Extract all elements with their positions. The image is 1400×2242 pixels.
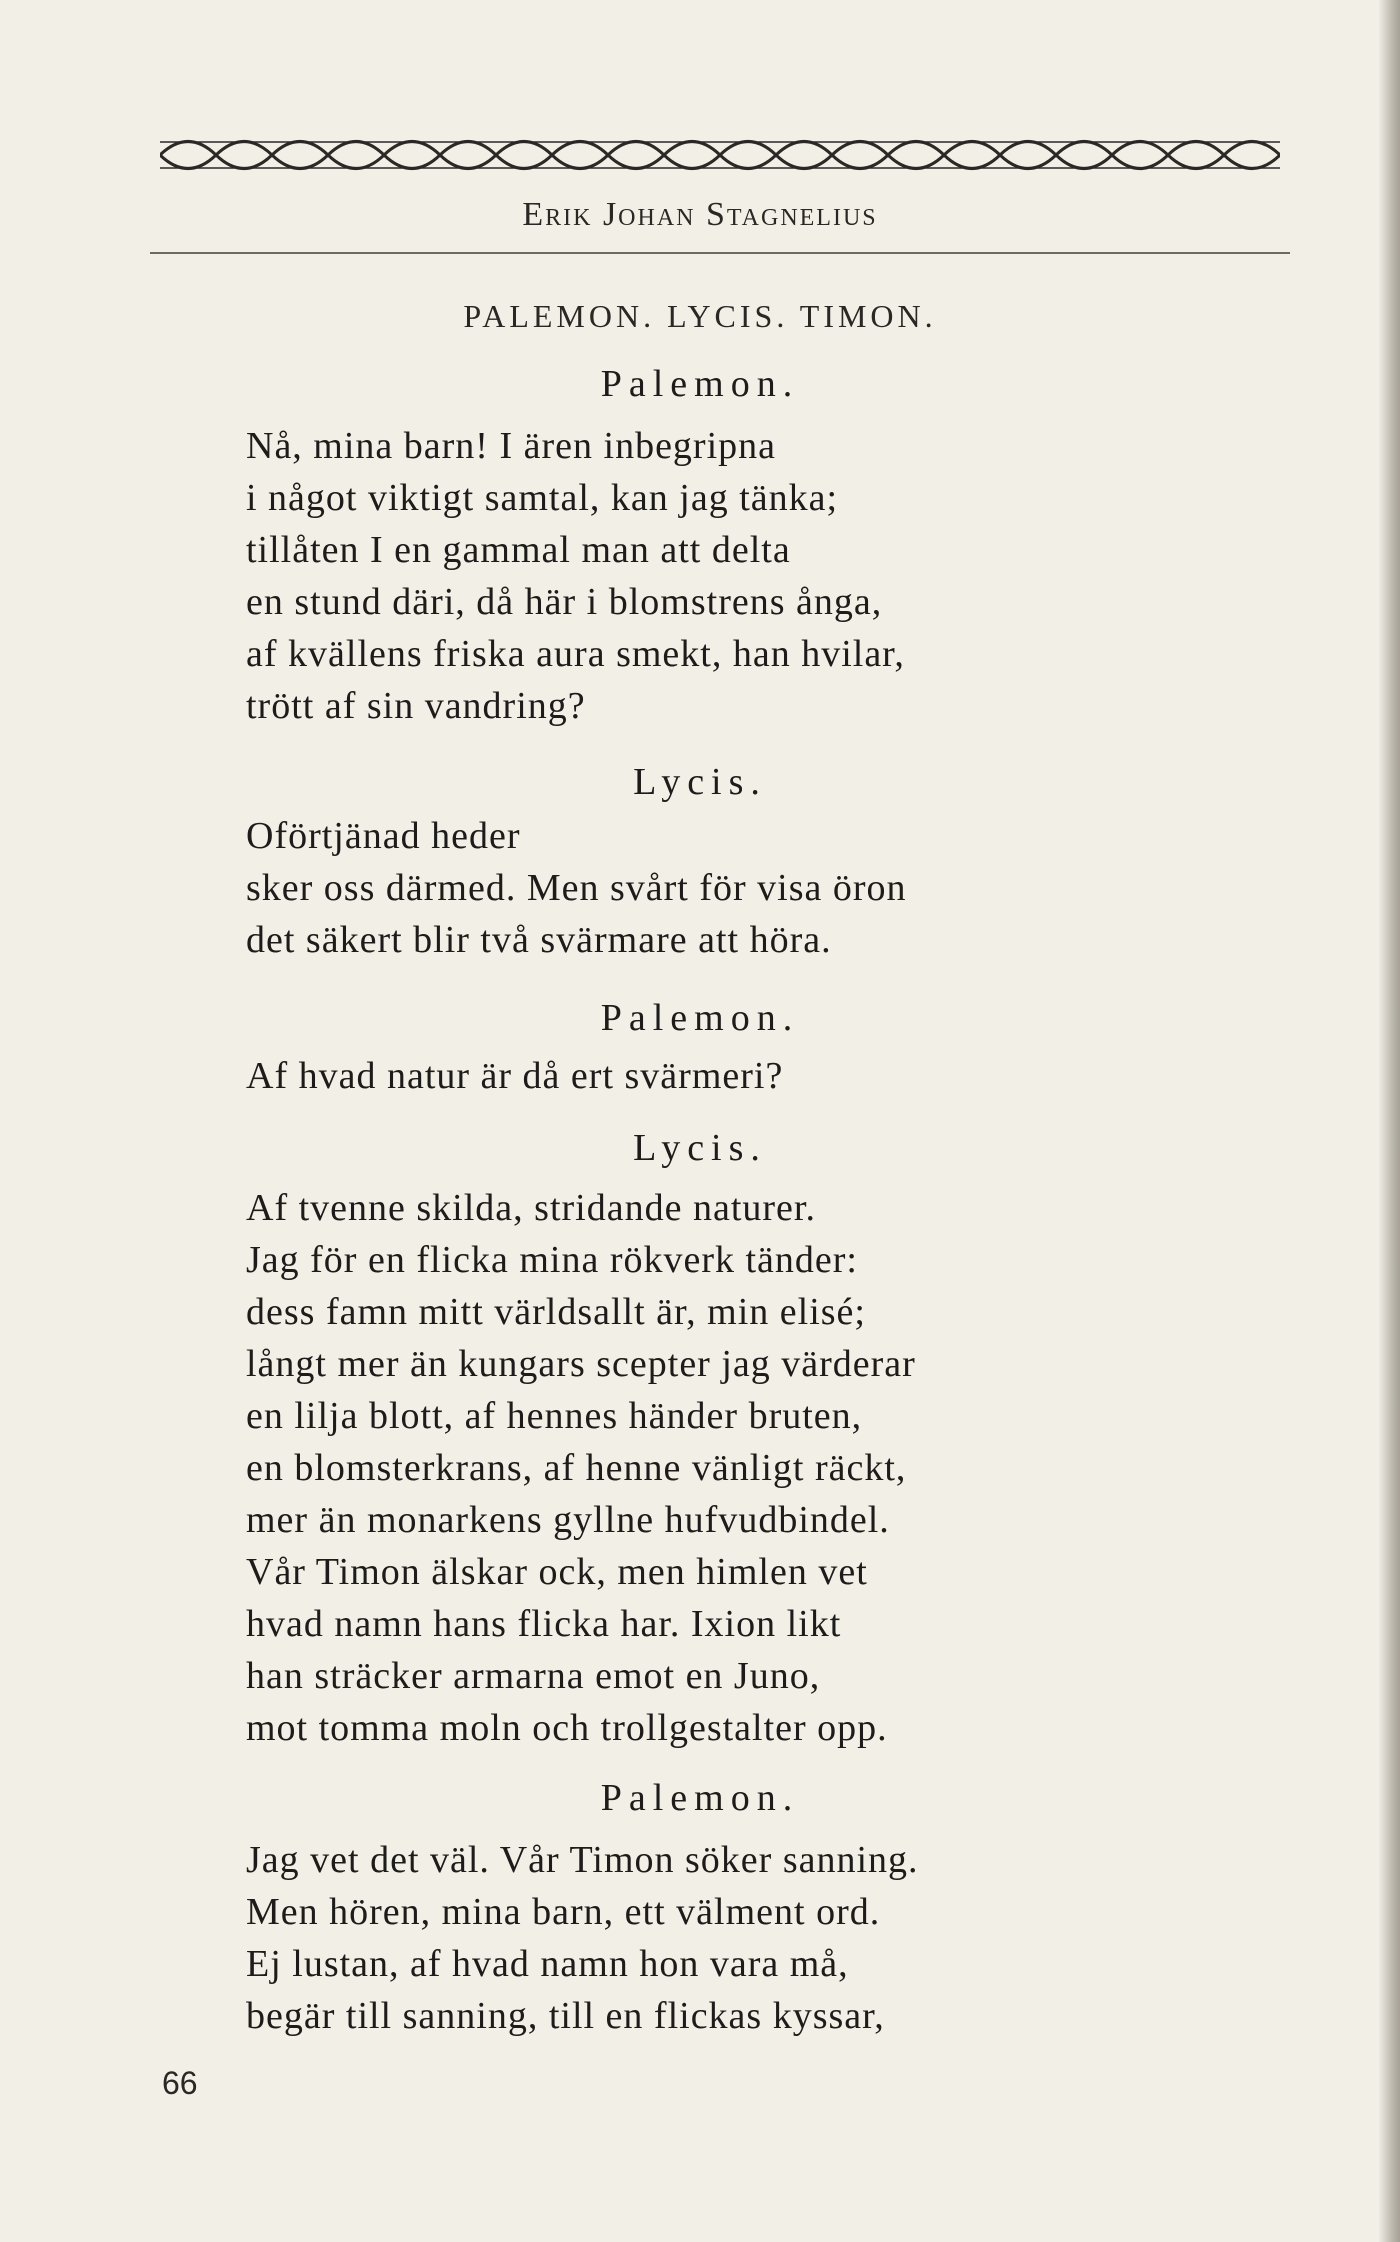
verse-line: en blomsterkrans, af henne vänligt räckt, xyxy=(246,1447,907,1489)
ornamental-braid-border xyxy=(160,120,1280,190)
verse-line: af kvällens friska aura smekt, han hvilar, xyxy=(246,633,905,675)
verse-line: det säkert blir två svärmare att höra. xyxy=(246,919,832,961)
page-number: 66 xyxy=(162,2065,198,2101)
verse-line: Vår Timon älskar ock, men himlen vet xyxy=(246,1551,868,1593)
verse-line: begär till sanning, till en flickas kyssar, xyxy=(246,1995,885,2037)
verse-line: Nå, mina barn! I ären inbegripna xyxy=(246,425,777,467)
verse-line: Jag för en flicka mina rökverk tänder: xyxy=(246,1239,858,1281)
verse-line: långt mer än kungars scepter jag värderar xyxy=(246,1343,916,1385)
speaker-heading: Lycis. xyxy=(633,761,767,803)
page-edge-shadow xyxy=(1378,0,1400,2242)
speaker-heading: Palemon. xyxy=(600,363,800,405)
verse-line: mot tomma moln och trollgestalter opp. xyxy=(246,1707,888,1749)
verse-line: en stund däri, då här i blomstrens ånga, xyxy=(246,581,883,623)
speaker-heading: Palemon. xyxy=(600,1777,800,1819)
verse-line: han sträcker armarna emot en Juno, xyxy=(246,1655,821,1697)
header-rule xyxy=(150,252,1290,254)
running-head-author: Erik Johan Stagnelius xyxy=(522,196,878,233)
speaker-heading: Lycis. xyxy=(633,1127,767,1169)
verse-line: Ej lustan, af hvad namn hon vara må, xyxy=(246,1943,849,1985)
verse-line: i något viktigt samtal, kan jag tänka; xyxy=(246,477,839,519)
speaker-heading: Palemon. xyxy=(600,997,800,1039)
verse-line: sker oss därmed. Men svårt för visa öron xyxy=(246,867,907,909)
verse-line: Men hören, mina barn, ett välment ord. xyxy=(246,1891,881,1933)
verse-line: trött af sin vandring? xyxy=(246,685,586,727)
dramatis-personae: PALEMON. LYCIS. TIMON. xyxy=(463,298,937,334)
verse-line: dess famn mitt världsallt är, min elisé; xyxy=(246,1291,866,1333)
verse-line: en lilja blott, af hennes händer bruten, xyxy=(246,1395,863,1437)
verse-line: tillåten I en gammal man att delta xyxy=(246,529,791,571)
verse-line: Af hvad natur är då ert svärmeri? xyxy=(246,1055,784,1097)
verse-line: Oförtjänad heder xyxy=(246,815,521,857)
verse-line: mer än monarkens gyllne hufvudbindel. xyxy=(246,1499,890,1541)
verse-line: hvad namn hans flicka har. Ixion likt xyxy=(246,1603,842,1645)
verse-line: Af tvenne skilda, stridande naturer. xyxy=(246,1187,816,1229)
verse-line: Jag vet det väl. Vår Timon söker sanning. xyxy=(246,1839,919,1881)
